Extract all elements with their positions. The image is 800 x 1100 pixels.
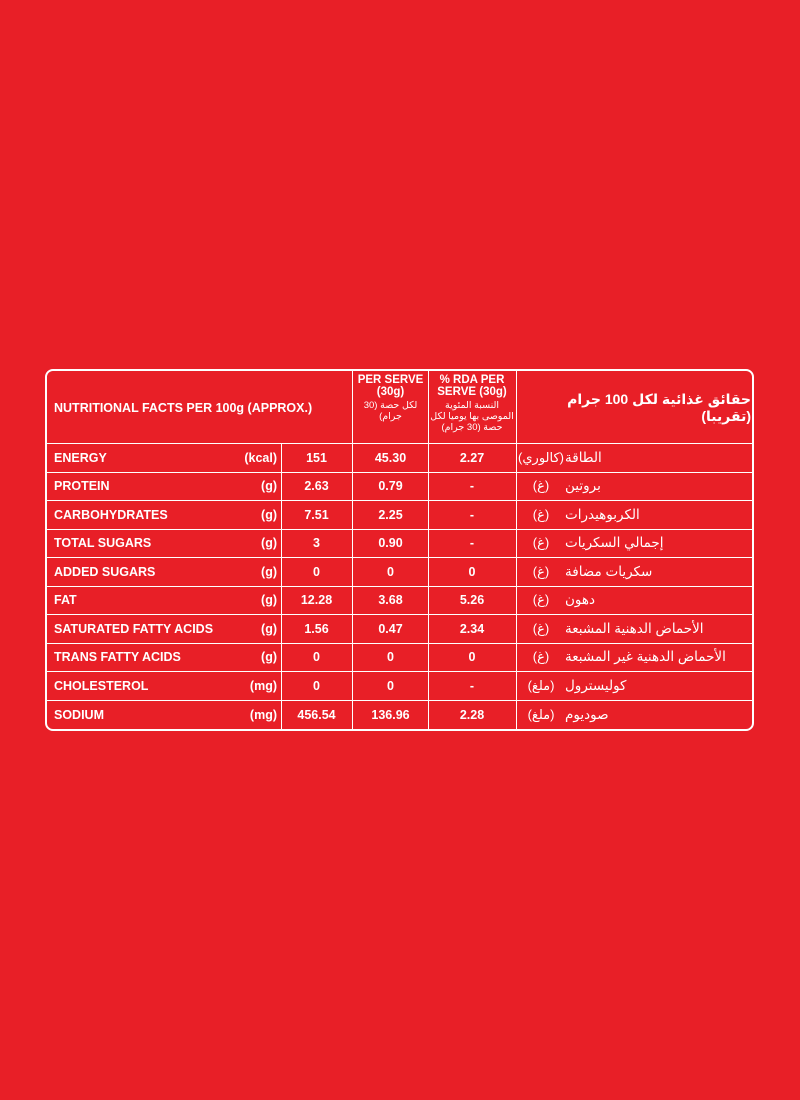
value-per-100g: 12.28: [300, 593, 333, 608]
table-row: [47, 701, 752, 730]
table-row: [47, 530, 752, 559]
nutrient-name: FAT: [54, 593, 77, 608]
table-header-row: [47, 371, 752, 444]
unit-en: (mg): [249, 707, 277, 722]
nutrient-name-ar: بروتين: [565, 478, 601, 494]
value-per-100g: 151: [306, 450, 327, 465]
unit-en: (g): [261, 507, 277, 522]
value-per-100g: 7.51: [304, 507, 329, 522]
unit-ar: (كالوري): [518, 449, 564, 465]
nutrient-name-ar: صوديوم: [565, 706, 609, 722]
nutrient-name: CARBOHYDRATES: [54, 507, 168, 522]
nutrition-facts-table: [45, 369, 754, 731]
header-rda-ar: النسبة المئوية الموصى بها يوميا لكل حصة (30 جرام): [430, 400, 514, 433]
table-row: [47, 672, 752, 701]
nutrient-name-ar: الكربوهيدرات: [565, 506, 640, 522]
table-row: [47, 444, 752, 473]
unit-ar: (غ): [532, 592, 550, 608]
unit-ar: (غ): [532, 506, 550, 522]
value-per-serve: 0: [387, 650, 394, 665]
value-rda: -: [469, 536, 475, 551]
value-rda: 0: [468, 564, 476, 579]
value-per-serve: 45.30: [374, 450, 407, 465]
value-per-100g: 1.56: [304, 621, 329, 636]
header-per-serve-ar: لكل حصة (30 جرام): [363, 400, 418, 422]
unit-en: (g): [261, 593, 277, 608]
value-rda: -: [469, 507, 475, 522]
value-per-serve: 0: [387, 564, 394, 579]
unit-ar: (ملغ): [527, 677, 555, 693]
table-row: [47, 473, 752, 502]
table-row: [47, 644, 752, 673]
value-per-100g: 0: [313, 650, 320, 665]
unit-ar: (ملغ): [527, 706, 555, 722]
nutrient-name-ar: سكريات مضافة: [565, 563, 653, 579]
header-title-en: NUTRITIONAL FACTS PER 100g (APPROX.): [54, 400, 313, 415]
unit-en: (g): [261, 564, 277, 579]
value-rda: 2.34: [459, 621, 485, 636]
nutrient-name: ENERGY: [54, 450, 107, 465]
value-rda: 0: [468, 650, 476, 665]
header-title-ar: حقائق غذائية لكل 100 جرام (تقريبا): [567, 390, 751, 424]
table-row: [47, 587, 752, 616]
value-per-serve: 2.25: [378, 507, 403, 522]
nutrient-name: TOTAL SUGARS: [54, 536, 152, 551]
nutrient-name: PROTEIN: [54, 479, 110, 494]
unit-en: (mg): [249, 678, 277, 693]
table-row: [47, 615, 752, 644]
header-rda-en: % RDA PER SERVE (30g): [437, 374, 507, 398]
header-per-serve: [353, 374, 428, 422]
unit-en: (g): [261, 650, 277, 665]
value-per-100g: 456.54: [297, 707, 336, 722]
nutrient-name: SATURATED FATTY ACIDS: [54, 621, 214, 636]
nutrient-name-ar: الأحماض الدهنية غير المشبعة: [565, 649, 726, 665]
nutrient-name: SODIUM: [54, 707, 104, 722]
header-rda: [429, 374, 515, 433]
value-per-100g: 3: [313, 536, 320, 551]
value-per-serve: 3.68: [378, 593, 403, 608]
value-per-serve: 0.47: [378, 621, 403, 636]
unit-en: (g): [261, 536, 277, 551]
unit-en: (kcal): [244, 450, 277, 465]
value-per-100g: 2.63: [304, 479, 329, 494]
unit-en: (g): [261, 479, 277, 494]
value-per-serve: 0.90: [378, 536, 403, 551]
unit-en: (g): [261, 621, 277, 636]
nutrient-name-ar: الأحماض الدهنية المشبعة: [565, 620, 704, 636]
nutrient-name-ar: إجمالي السكريات: [565, 535, 664, 551]
table-row: [47, 558, 752, 587]
value-per-serve: 0.79: [378, 479, 403, 494]
nutrient-name: TRANS FATTY ACIDS: [54, 650, 181, 665]
value-per-serve: 136.96: [371, 707, 410, 722]
value-rda: 2.28: [459, 707, 485, 722]
value-rda: -: [469, 678, 475, 693]
nutrient-name-ar: دهون: [565, 592, 596, 608]
value-rda: 2.27: [459, 450, 485, 465]
value-per-serve: 0: [387, 678, 394, 693]
value-rda: -: [469, 479, 475, 494]
unit-ar: (غ): [532, 649, 550, 665]
unit-ar: (غ): [532, 535, 550, 551]
nutrient-name: CHOLESTEROL: [54, 678, 149, 693]
unit-ar: (غ): [532, 478, 550, 494]
table-row: [47, 501, 752, 530]
value-per-100g: 0: [313, 678, 320, 693]
nutrient-name: ADDED SUGARS: [54, 564, 156, 579]
nutrient-name-ar: الطاقة: [565, 449, 602, 465]
value-per-100g: 0: [313, 564, 320, 579]
value-rda: 5.26: [459, 593, 485, 608]
nutrient-name-ar: كوليسترول: [565, 677, 627, 693]
unit-ar: (غ): [532, 620, 550, 636]
header-per-serve-en: PER SERVE (30g): [357, 374, 424, 398]
unit-ar: (غ): [532, 563, 550, 579]
